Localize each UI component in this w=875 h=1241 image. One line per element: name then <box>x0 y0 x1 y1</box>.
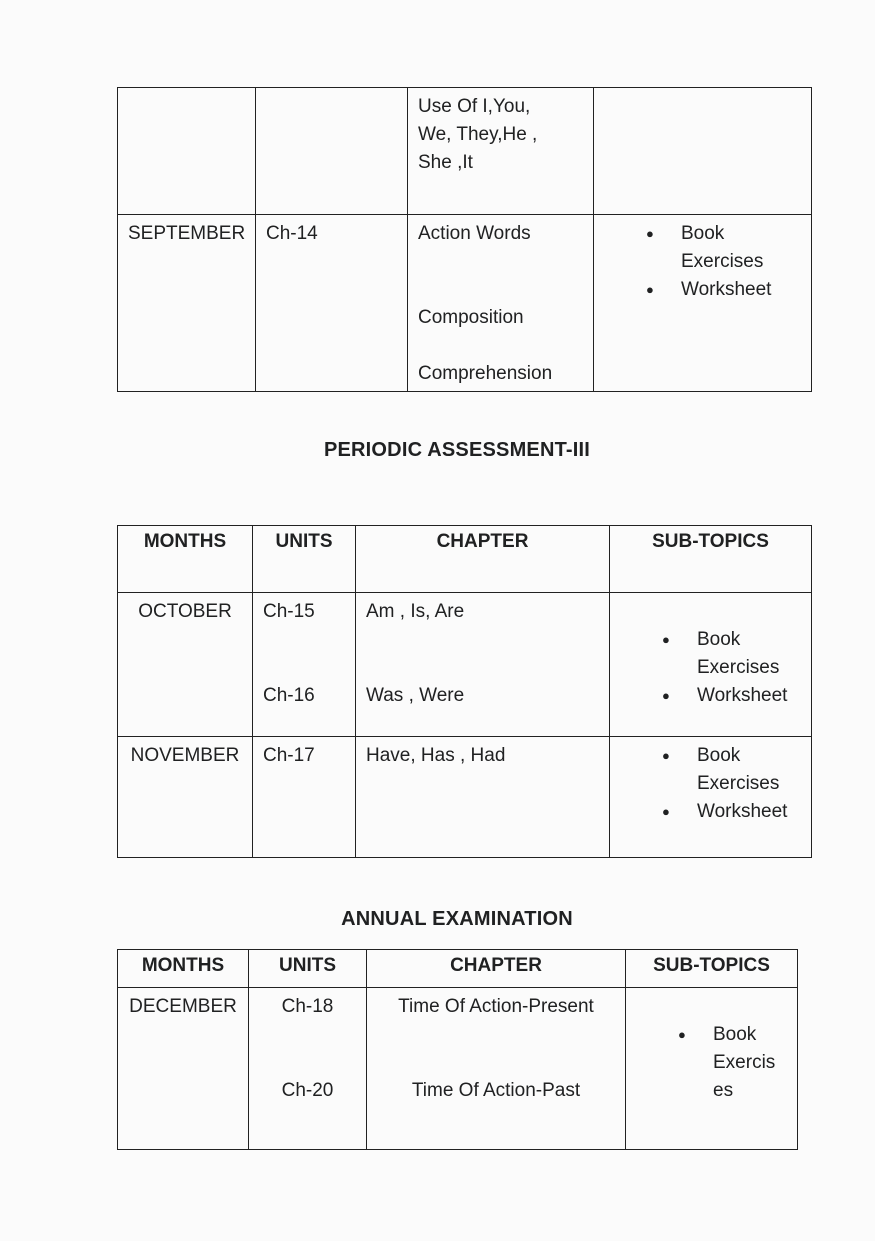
bullet-icon: ● <box>646 226 654 241</box>
column-header-sub-topics: SUB-TOPICS <box>626 950 798 988</box>
september-syllabus-table <box>117 87 812 392</box>
cell-blank-line <box>259 1021 356 1049</box>
subtopic-text: Worksheet <box>681 279 772 300</box>
column-header-chapter: CHAPTER <box>356 526 610 593</box>
cell-text-line: OCTOBER <box>138 601 232 622</box>
annual-examination-table <box>117 949 798 1150</box>
subtopic-text: Book Exercises <box>697 745 780 794</box>
subtopic-item <box>662 742 801 798</box>
cell-units <box>256 88 408 215</box>
cell-units <box>253 737 356 858</box>
cell-chapter <box>408 215 594 392</box>
cell-subtopics <box>610 593 812 737</box>
cell-blank-line <box>418 332 583 360</box>
cell-text-line: SEPTEMBER <box>128 223 246 244</box>
cell-month <box>118 88 256 215</box>
cell-text-line: Time Of Action-Past <box>411 1080 581 1101</box>
subtopic-item <box>646 276 801 304</box>
cell-units <box>253 593 356 737</box>
column-header-units: UNITS <box>249 950 367 988</box>
subtopic-item <box>662 798 801 826</box>
cell-chapter <box>356 737 610 858</box>
cell-subtopics <box>626 988 798 1150</box>
cell-text-line: DECEMBER <box>129 996 237 1017</box>
cell-text-line: Am , Is, Are <box>366 601 465 622</box>
cell-text-line: Have, Has , Had <box>366 745 506 766</box>
subtopics-list <box>620 742 801 826</box>
cell-blank-line <box>263 654 345 682</box>
subtopic-text: Book Exercises <box>681 223 764 272</box>
cell-chapter <box>356 593 610 737</box>
cell-blank-line <box>366 654 599 682</box>
cell-blank-line <box>636 993 787 1021</box>
column-header-sub-topics: SUB-TOPICS <box>610 526 812 593</box>
table-row <box>118 593 812 737</box>
cell-text-line: Comprehension <box>418 363 553 384</box>
column-header-months: MONTHS <box>118 950 249 988</box>
table-row <box>118 988 798 1150</box>
heading-annual-examination: ANNUAL EXAMINATION <box>341 908 573 930</box>
bullet-icon: ● <box>646 282 654 297</box>
cell-month <box>118 593 253 737</box>
subtopic-item <box>662 682 801 710</box>
bullet-icon: ● <box>678 1027 686 1042</box>
bullet-icon: ● <box>662 632 670 647</box>
cell-subtopics <box>594 88 812 215</box>
subtopic-item <box>678 1021 787 1105</box>
column-header-chapter: CHAPTER <box>367 950 626 988</box>
cell-text-line: Ch-18 <box>281 996 334 1017</box>
subtopics-list <box>636 1021 787 1105</box>
cell-subtopics <box>594 215 812 392</box>
column-header-units: UNITS <box>253 526 356 593</box>
cell-text-line: Action Words <box>418 223 531 244</box>
heading-periodic-assessment-iii: PERIODIC ASSESSMENT-III <box>323 439 591 461</box>
cell-units <box>249 988 367 1150</box>
cell-text-line: She ,It <box>418 152 473 173</box>
cell-text-line: Ch-14 <box>266 223 318 244</box>
cell-text-line: Was , Were <box>366 685 465 706</box>
subtopics-list <box>604 220 801 304</box>
table-row <box>118 88 812 215</box>
cell-units <box>256 215 408 392</box>
cell-blank-line <box>259 1049 356 1077</box>
bullet-icon: ● <box>662 688 670 703</box>
subtopic-text: Worksheet <box>697 801 788 822</box>
cell-blank-line <box>263 626 345 654</box>
cell-blank-line <box>418 276 583 304</box>
periodic-assessment-iii-table <box>117 525 812 858</box>
subtopic-text: Worksheet <box>697 685 788 706</box>
cell-subtopics <box>610 737 812 858</box>
cell-text-line: Ch-20 <box>281 1080 334 1101</box>
cell-text-line: Ch-16 <box>263 685 315 706</box>
cell-blank-line <box>377 1049 615 1077</box>
cell-blank-line <box>620 598 801 626</box>
table-header-row <box>118 526 812 593</box>
bullet-icon: ● <box>662 748 670 763</box>
cell-month <box>118 988 249 1150</box>
cell-text-line: Composition <box>418 307 524 328</box>
cell-blank-line <box>377 1021 615 1049</box>
cell-month <box>118 737 253 858</box>
subtopic-text: Book Exercises <box>697 629 780 678</box>
table-row <box>118 737 812 858</box>
subtopic-text: Book Exercises <box>713 1024 776 1101</box>
cell-month <box>118 215 256 392</box>
subtopic-item <box>662 626 801 682</box>
subtopic-item <box>646 220 801 276</box>
cell-text-line: NOVEMBER <box>130 745 240 766</box>
cell-text-line: Use Of I,You, <box>418 96 531 117</box>
cell-blank-line <box>366 626 599 654</box>
cell-chapter <box>408 88 594 215</box>
subtopics-list <box>620 626 801 710</box>
cell-chapter <box>367 988 626 1150</box>
cell-text-line: Ch-15 <box>263 601 315 622</box>
cell-blank-line <box>418 248 583 276</box>
cell-text-line: Time Of Action-Present <box>398 996 594 1017</box>
cell-text-line: We, They,He , <box>418 124 538 145</box>
cell-text-line: Ch-17 <box>263 745 315 766</box>
table-header-row <box>118 950 798 988</box>
bullet-icon: ● <box>662 804 670 819</box>
column-header-months: MONTHS <box>118 526 253 593</box>
table-row <box>118 215 812 392</box>
